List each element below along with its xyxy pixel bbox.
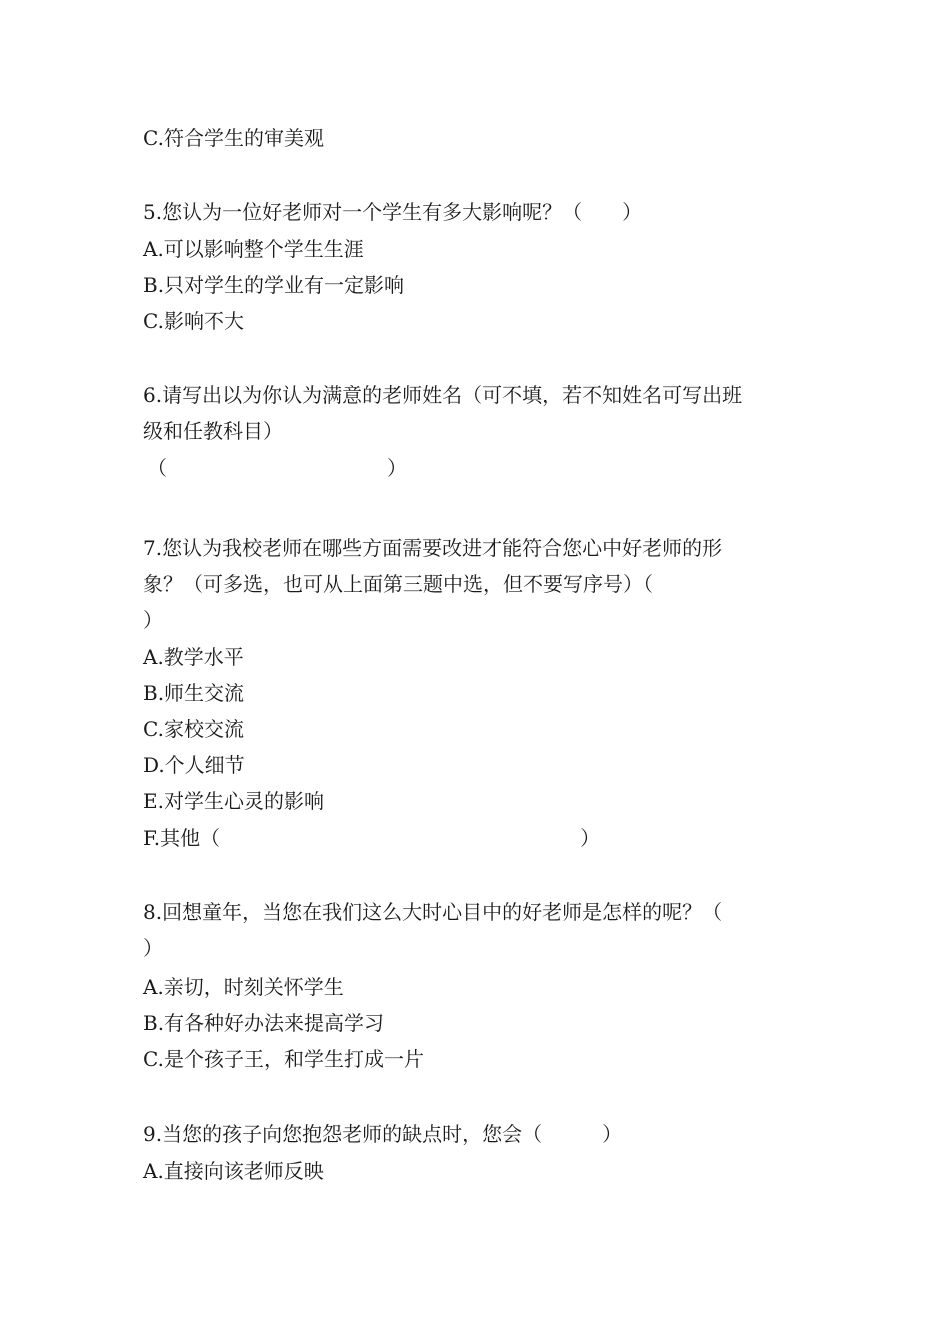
question-8-line-2: ）	[143, 936, 163, 960]
option-7f: F.其他（ ）	[143, 826, 601, 850]
question-8-line-1: 8.回想童年，当您在我们这么大时心目中的好老师是怎样的呢？（	[143, 900, 723, 924]
option-7e: E.对学生心灵的影响	[143, 789, 324, 813]
option-7a: A.教学水平	[143, 645, 244, 669]
question-7-line-3: ）	[143, 608, 163, 632]
option-8a: A.亲切，时刻关怀学生	[143, 975, 344, 999]
question-7-line-2: 象？（可多选，也可从上面第三题中选，但不要写序号）（	[143, 572, 653, 596]
option-7d: D.个人细节	[143, 753, 245, 777]
option-5a: A.可以影响整个学生生涯	[143, 237, 364, 261]
option-5b: B.只对学生的学业有一定影响	[143, 273, 405, 297]
question-6-line-1: 6.请写出以为你认为满意的老师姓名（可不填，若不知姓名可写出班	[143, 383, 743, 407]
option-7b: B.师生交流	[143, 681, 245, 705]
question-9: 9.当您的孩子向您抱怨老师的缺点时，您会（ ）	[143, 1122, 623, 1146]
option-8b: B.有各种好办法来提高学习	[143, 1011, 385, 1035]
option-4c: C.符合学生的审美观	[143, 126, 324, 150]
question-5: 5.您认为一位好老师对一个学生有多大影响呢？（ ）	[143, 200, 643, 224]
question-7-line-1: 7.您认为我校老师在哪些方面需要改进才能符合您心中好老师的形	[143, 536, 723, 560]
option-9a: A.直接向该老师反映	[143, 1159, 324, 1183]
option-8c: C.是个孩子王，和学生打成一片	[143, 1047, 424, 1071]
option-7c: C.家校交流	[143, 717, 244, 741]
option-5c: C.影响不大	[143, 309, 244, 333]
question-6-line-2: 级和任教科目）	[143, 419, 283, 443]
answer-blank-6: （ ）	[147, 456, 407, 480]
